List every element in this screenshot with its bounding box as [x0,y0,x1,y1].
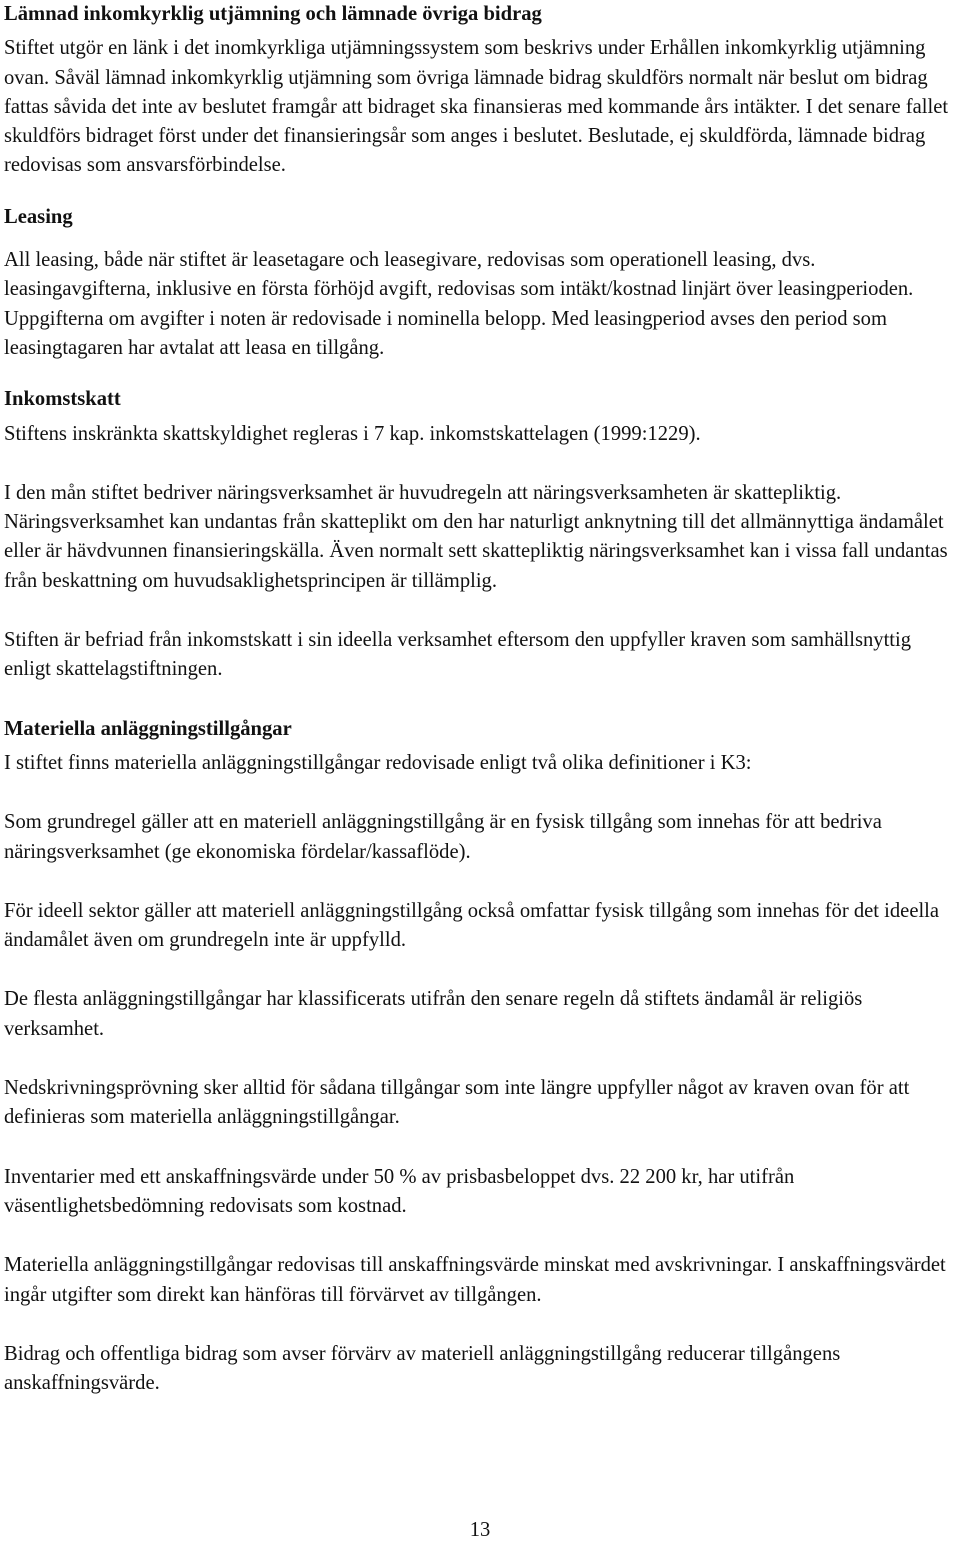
paragraph-materiella-6: Inventarier med ett anskaffningsvärde under 50 % av prisbasbeloppet dvs. 22 200 kr, har utifrån väsentlighetsbedömning redovisats som kostnad. [4,1165,795,1217]
paragraph-inkomstskatt-2: I den mån stiftet bedriver näringsverksamhet är huvudregeln att näringsverksamheten är skattepliktig. Näringsverksamhet kan undantas från skatteplikt om den har naturligt anknytning till det allmännyttiga ändamålet eller är hävdvunnen finansieringskälla. Även normalt sett skattepliktig näringsverksamhet kan i vissa fall undantas från beskattning om huvudsaklighetsprincipen är tillämplig. [4,481,948,592]
paragraph-utjamning-1: Stiftet utgör en länk i det inomkyrkliga utjämningssystem som beskrivs under Erhållen inkomkyrklig utjämning ovan. Såväl lämnad inkomkyrklig utjämning som övriga lämnade bidrag skuldförs normalt när beslut om bidrag fattas såvida det inte av beslutet framgår att bidraget ska finansieras med kommande års intäkter. I det senare fallet skuldförs bidraget först under det finansieringsår som anges i beslutet. Beslutade, ej skuldförda, lämnade bidrag redovisas som ansvarsförbindelse. [4,37,949,177]
paragraph-materiella-5: Nedskrivningsprövning sker alltid för sådana tillgångar som inte längre uppfyller något av kraven ovan för att definieras som materiella anläggningstillgångar. [4,1077,910,1129]
section-heading-inkomstskatt: Inkomstskatt [4,388,121,411]
paragraph-materiella-8: Bidrag och offentliga bidrag som avser förvärv av materiell anläggningstillgång reducerar tillgångens anskaffningsvärde. [4,1342,841,1395]
paragraph-inkomstskatt-3: Stiften är befriad från inkomstskatt i sin ideella verksamhet eftersom den uppfyller kraven som samhällsnyttig enligt skattelagstiftningen. [4,629,912,681]
document-page [4,0,956,1544]
paragraph-materiella-2: Som grundregel gäller att en materiell anläggningstillgång är en fysisk tillgång som innehas för att bedriva näringsverksamhet (ge ekonomiska fördelar/kassaflöde). [4,811,882,863]
paragraph-materiella-1: I stiftet finns materiella anläggningstillgångar redovisade enligt två olika definitioner i K3: [4,751,752,774]
paragraph-inkomstskatt-1: Stiftens inskränkta skattskyldighet regleras i 7 kap. inkomstskattelagen (1999:1229). [4,422,701,445]
page-number: 13 [469,1519,491,1541]
section-heading-utjamning: Lämnad inkomkyrklig utjämning och lämnade övriga bidrag [4,3,542,25]
paragraph-materiella-3: För ideell sektor gäller att materiell anläggningstillgång också omfattar fysisk tillgång som innehas för det ideella ändamålet även om grundregeln inte är uppfylld. [4,899,940,952]
paragraph-materiella-4: De flesta anläggningstillgångar har klassificerats utifrån den senare regeln då stiftets ändamål är religiös verksamhet. [4,988,863,1040]
paragraph-materiella-7: Materiella anläggningstillgångar redovisas till anskaffningsvärde minskat med avskrivningar. I anskaffningsvärdet ingår utgifter som direkt kan hänföras till förvärvet av tillgången. [4,1254,946,1306]
paragraph-leasing-1: All leasing, både när stiftet är leasetagare och leasegivare, redovisas som operationell leasing, dvs. leasingavgifterna, inklusive en första förhöjd avgift, redovisas som intäkt/kostnad linjärt över leasingperioden. Uppgifterna om avgifter i noten är redovisade i nominella belopp. Med leasingperiod avses den period som leasingtagaren har avtalat att leasa en tillgång. [4,249,914,359]
section-heading-leasing: Leasing [4,205,73,228]
section-heading-materiella: Materiella anläggningstillgångar [4,717,292,740]
